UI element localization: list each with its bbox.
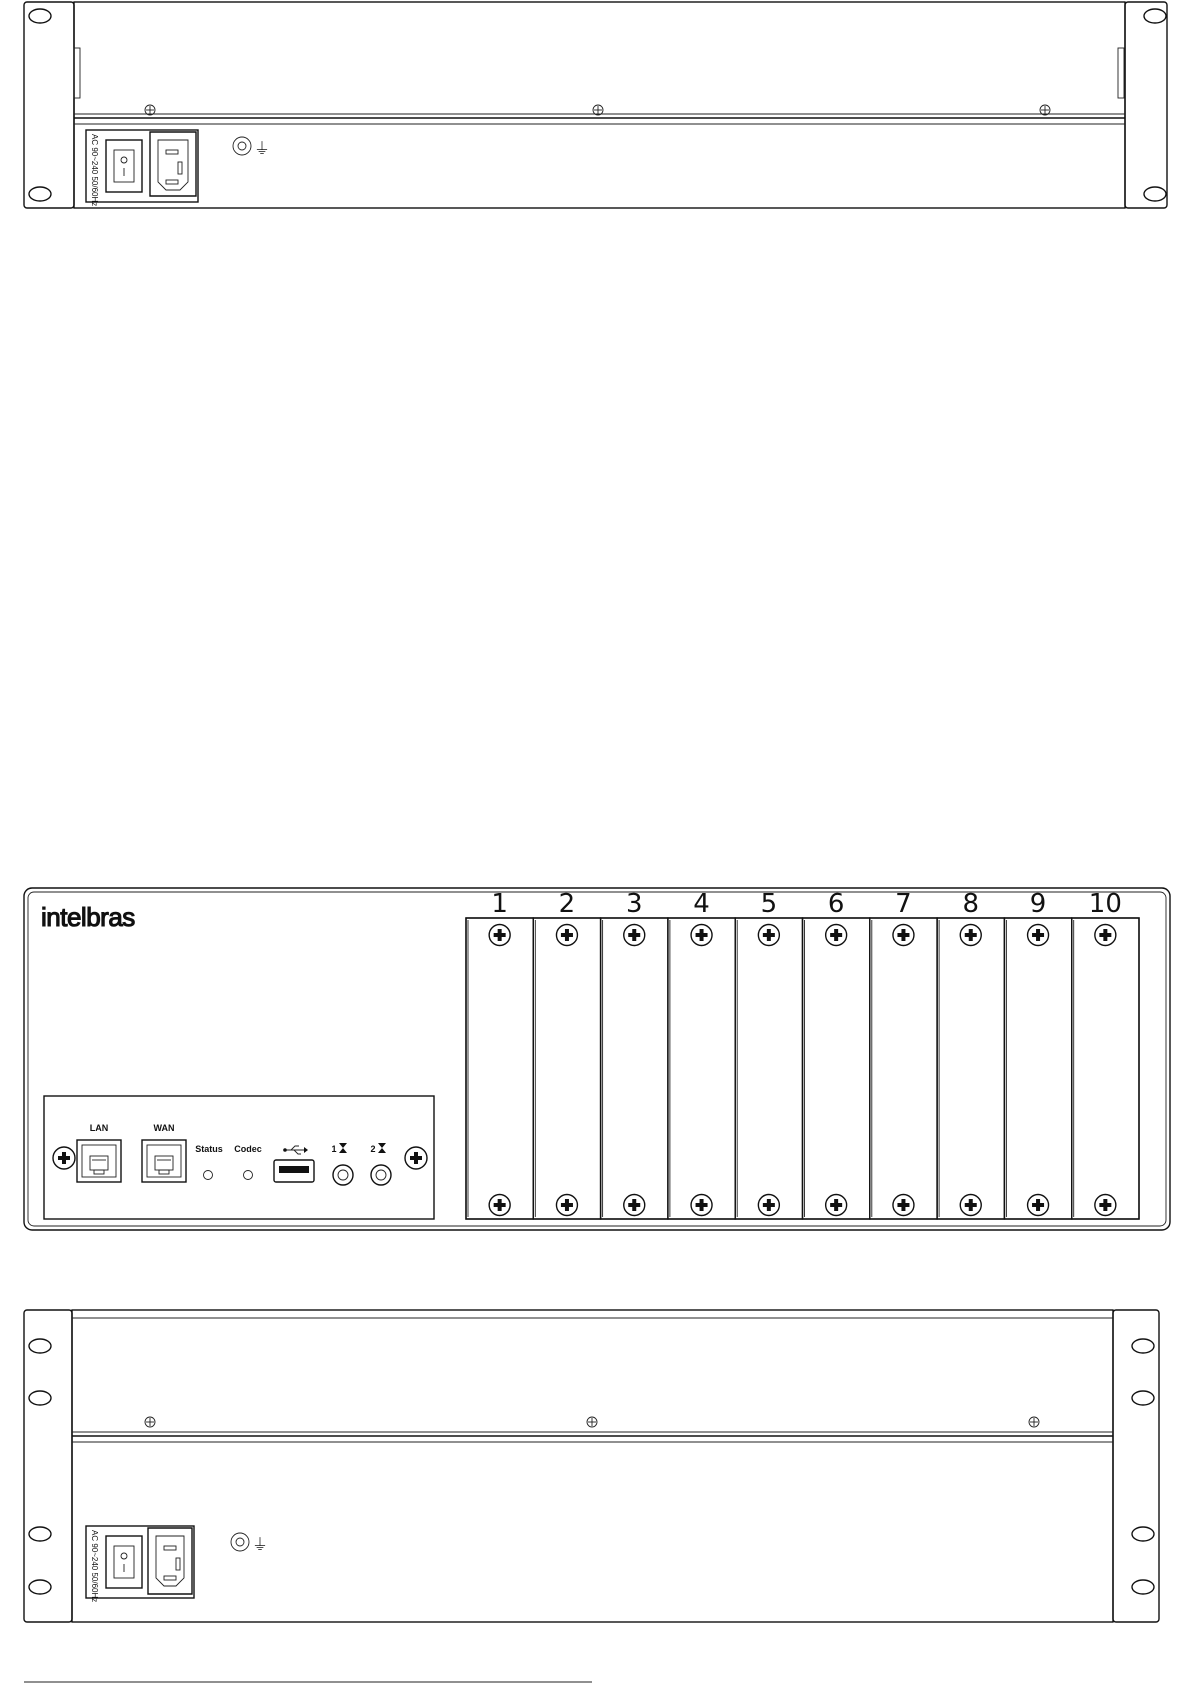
thumbscrew-icon[interactable] (405, 1147, 427, 1169)
screw-icon (1029, 1417, 1039, 1427)
ground-icon: ⏚ (252, 1537, 269, 1554)
audio-port-1[interactable] (333, 1165, 353, 1185)
screw-icon (593, 105, 603, 115)
lan-port[interactable] (77, 1140, 121, 1182)
thumbscrew-icon[interactable] (893, 925, 914, 946)
svg-text:2: 2 (370, 1144, 376, 1154)
rack-ear-left (24, 2, 74, 208)
rack-hole (29, 1580, 51, 1594)
rack-hole (29, 1527, 51, 1541)
thumbscrew-icon[interactable] (489, 1195, 510, 1216)
slot-number: 10 (1088, 889, 1122, 919)
ground-icon: ⏚ (254, 141, 271, 158)
status-label: Status (195, 1144, 223, 1154)
io-module (44, 1096, 434, 1219)
card-slot[interactable] (735, 889, 802, 1219)
codec-label: Codec (234, 1144, 262, 1154)
thumbscrew-icon[interactable] (53, 1147, 75, 1169)
thumbscrew-icon[interactable] (489, 925, 510, 946)
rack-ear-left (24, 1310, 72, 1622)
card-slot[interactable] (803, 889, 870, 1219)
thumbscrew-icon[interactable] (826, 925, 847, 946)
rack-hole (1132, 1339, 1154, 1353)
thumbscrew-icon[interactable] (960, 1195, 981, 1216)
ground-terminal (231, 1533, 268, 1554)
slot-number: 8 (962, 889, 980, 919)
thumbscrew-icon[interactable] (624, 1195, 645, 1216)
slot-number: 2 (558, 889, 576, 919)
power-module (86, 130, 198, 206)
iec-power-inlet[interactable] (148, 1528, 192, 1594)
rack-ear-right (1125, 2, 1167, 208)
thumbscrew-icon[interactable] (826, 1195, 847, 1216)
brand-logo: intelbras (41, 902, 135, 932)
power-module (86, 1526, 194, 1602)
codec-led (244, 1171, 253, 1180)
slot-number: 3 (625, 889, 643, 919)
card-slot[interactable] (937, 889, 1004, 1219)
rack-hole (29, 187, 51, 201)
thumbscrew-icon[interactable] (691, 925, 712, 946)
front-panel (24, 888, 1170, 1230)
slot-number: 4 (693, 889, 710, 919)
screw-icon (587, 1417, 597, 1427)
chassis-body (72, 1310, 1113, 1622)
ground-terminal (233, 137, 270, 158)
rack-hole (1144, 9, 1166, 23)
usb-icon (283, 1146, 308, 1154)
thumbscrew-icon[interactable] (691, 1195, 712, 1216)
wan-label: WAN (153, 1123, 175, 1133)
voltage-label: AC 90~240 50/60Hz (90, 134, 99, 207)
card-slot[interactable] (668, 889, 735, 1219)
card-slot[interactable] (870, 889, 937, 1219)
screw-icon (145, 1417, 155, 1427)
thumbscrew-icon[interactable] (758, 1195, 779, 1216)
rack-hole (1132, 1391, 1154, 1405)
status-led (204, 1171, 213, 1180)
thumbscrew-icon[interactable] (556, 1195, 577, 1216)
front-chassis (24, 888, 1170, 1230)
iec-power-inlet[interactable] (150, 132, 196, 196)
thumbscrew-icon[interactable] (758, 925, 779, 946)
svg-text:1: 1 (331, 1144, 337, 1154)
usb-port[interactable] (274, 1160, 314, 1182)
thumbscrew-icon[interactable] (556, 925, 577, 946)
thumbscrew-icon[interactable] (893, 1195, 914, 1216)
card-slot[interactable] (533, 889, 600, 1219)
voltage-label: AC 90~240 50/60Hz (90, 1530, 99, 1603)
card-slot[interactable] (601, 889, 668, 1219)
audio-port-1-label (331, 1143, 347, 1154)
audio-port-2-label (370, 1143, 386, 1154)
lan-label: LAN (89, 1123, 109, 1133)
screw-icon (145, 105, 155, 115)
rack-hole (1144, 187, 1166, 201)
wan-port[interactable] (142, 1140, 186, 1182)
power-switch[interactable] (106, 1536, 142, 1588)
thumbscrew-icon[interactable] (1095, 1195, 1116, 1216)
card-slot[interactable] (1004, 889, 1071, 1219)
slot-number: 9 (1029, 889, 1047, 919)
slot-number: 1 (491, 889, 508, 919)
slot-number: 7 (895, 889, 912, 919)
rack-hole (29, 1339, 51, 1353)
card-slot[interactable] (466, 889, 533, 1219)
io-module-frame (44, 1096, 434, 1219)
power-switch[interactable] (106, 140, 142, 192)
rack-hole (1132, 1527, 1154, 1541)
thumbscrew-icon[interactable] (1095, 925, 1116, 946)
slot-number: 6 (827, 889, 845, 919)
rack-hole (29, 9, 51, 23)
rear-panel-1u (24, 2, 1167, 208)
rack-hole (1132, 1580, 1154, 1594)
rack-hole (29, 1391, 51, 1405)
audio-port-2[interactable] (371, 1165, 391, 1185)
rack-ear-right (1113, 1310, 1159, 1622)
thumbscrew-icon[interactable] (1028, 1195, 1049, 1216)
expansion-slots (466, 889, 1139, 1219)
rear-panel-2u (24, 1310, 1159, 1622)
audio-icon (339, 1143, 347, 1153)
thumbscrew-icon[interactable] (624, 925, 645, 946)
audio-icon (378, 1143, 386, 1153)
screw-icon (1040, 105, 1050, 115)
slot-number: 5 (760, 889, 778, 919)
thumbscrew-icon[interactable] (960, 925, 981, 946)
card-slot[interactable] (1072, 889, 1139, 1219)
thumbscrew-icon[interactable] (1028, 925, 1049, 946)
